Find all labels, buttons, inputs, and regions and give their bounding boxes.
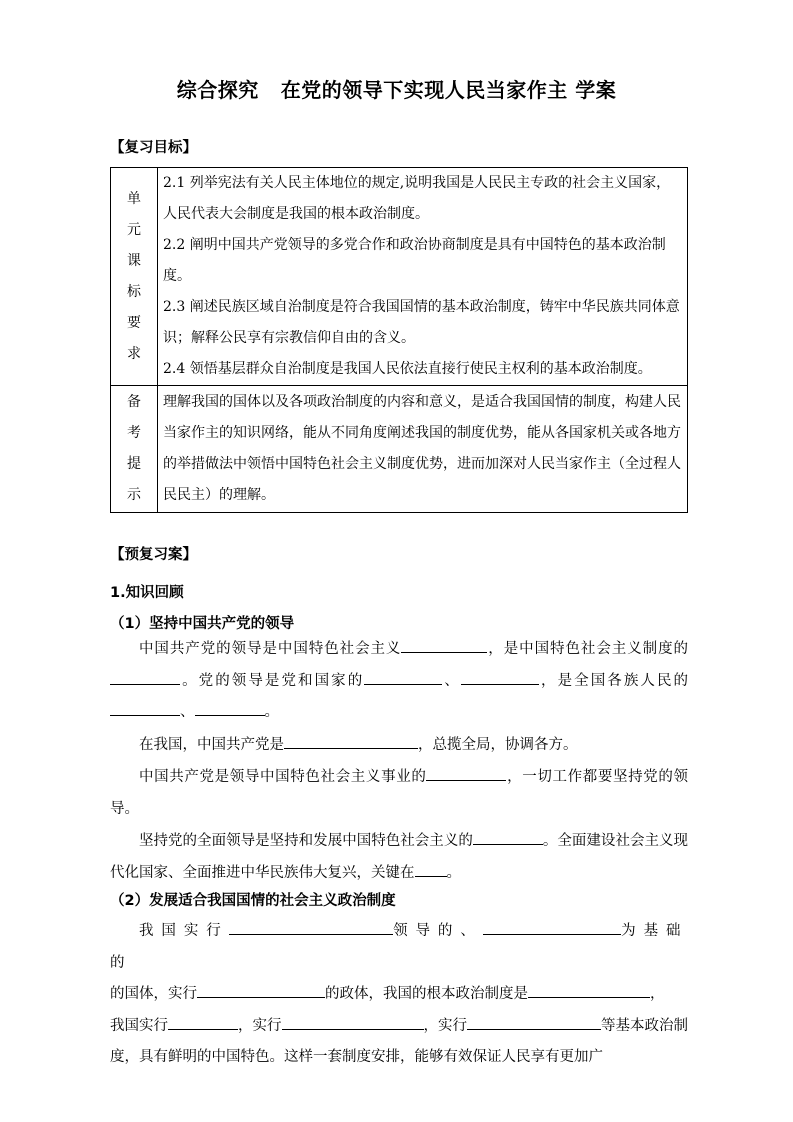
unit-standards-content — [158, 168, 688, 386]
row-label-exam-tips — [111, 386, 158, 513]
fill-blank[interactable] — [282, 1014, 424, 1030]
paragraph-political-system: 我国实行 领导的、 为基础的 的国体，实行 的政体，我国的根本政治制度是 ， 我国实行 ，实行 ，实行 等基本政治制度，具有鲜明的中国特色。这样一套制度安排，能够有效保证人民享有更加广 — [110, 916, 688, 1074]
table-row — [111, 386, 688, 513]
row-label-unit-standards — [111, 168, 158, 386]
label-char: 单 — [127, 190, 141, 207]
fill-blank[interactable] — [110, 700, 180, 716]
fill-blank[interactable] — [426, 765, 506, 781]
fill-blank[interactable] — [197, 982, 325, 998]
fill-blank[interactable] — [473, 829, 543, 845]
paragraph-party-core: 在我国，中国共产党是 ，总揽全局，协调各方。 — [110, 730, 688, 762]
label-char: 求 — [127, 345, 141, 362]
paragraph-comprehensive-leadership: 坚持党的全面领导是坚持和发展中国特色社会主义的 。全面建设社会主义现代化国家、全面推进中华民族伟大复兴，关键在 。 — [110, 826, 688, 889]
fill-blank[interactable] — [195, 700, 265, 716]
title-right: 在党的领导下实现人民当家作主 学案 — [280, 78, 617, 102]
fill-blank[interactable] — [415, 861, 447, 877]
label-char: 考 — [127, 425, 141, 441]
fill-blank[interactable] — [364, 669, 442, 685]
label-char: 备 — [127, 394, 141, 410]
label-char: 标 — [127, 283, 141, 300]
goal-item: 2.1 列举宪法有关人民主体地位的规定,说明我国是人民民主专政的社会主义国家，人民代表大会制度是我国的根本政治制度。 — [163, 175, 671, 222]
fill-blank[interactable] — [229, 919, 393, 935]
label-char: 提 — [127, 456, 141, 472]
fill-blank[interactable] — [110, 669, 180, 685]
goal-item: 2.3 阐述民族区域自治制度是符合我国国情的基本政治制度，铸牢中华民族共同体意识；解释公民享有宗教信仰自由的含义。 — [163, 299, 680, 346]
goal-item: 2.4 领悟基层群众自治制度是我国人民依法直接行使民主权利的基本政治制度。 — [163, 361, 652, 377]
preview-heading: 【预复习案】 — [110, 547, 197, 563]
table-row — [111, 168, 688, 386]
page-title — [0, 74, 793, 103]
title-left: 综合探究 — [176, 78, 259, 102]
paragraph-party-leading-force: 中国共产党是领导中国特色社会主义事业的 ，一切工作都要坚持党的领导。 — [110, 762, 688, 825]
label-char: 课 — [127, 252, 141, 269]
label-char: 示 — [127, 487, 141, 503]
fill-blank[interactable] — [284, 733, 418, 749]
fill-blank[interactable] — [467, 1014, 601, 1030]
section-knowledge-review: 1.知识回顾 — [110, 585, 184, 601]
subsection-party-leadership: （1）坚持中国共产党的领导 — [110, 616, 295, 632]
label-char: 要 — [127, 314, 141, 331]
fill-blank[interactable] — [528, 982, 650, 998]
paragraph-party-leadership: 中国共产党的领导是中国特色社会主义 ，是中国特色社会主义制度的。党的领导是党和国家的 、 ，是全国各族人民的、 。 — [110, 634, 688, 729]
fill-blank[interactable] — [168, 1014, 238, 1030]
fill-blank[interactable] — [401, 637, 487, 653]
subsection-political-system: （2）发展适合我国国情的社会主义政治制度 — [110, 893, 396, 909]
fill-blank[interactable] — [461, 669, 539, 685]
label-char: 元 — [127, 221, 141, 238]
tip-text: 理解我国的国体以及各项政治制度的内容和意义，是适合我国国情的制度，构建人民当家作主的知识网络，能从不同角度阐述我国的制度优势，能从各国家机关或各地方的举措做法中领悟中国特色社会主义制度优势，进而加深对人民当家作主（全过程人民民主）的理解。 — [163, 394, 681, 503]
fill-blank[interactable] — [483, 919, 621, 935]
exam-tips-content — [158, 386, 688, 513]
review-goals-heading: 【复习目标】 — [110, 140, 197, 156]
review-goals-table — [110, 167, 688, 513]
goal-item: 2.2 阐明中国共产党领导的多党合作和政治协商制度是具有中国特色的基本政治制度。 — [163, 237, 666, 284]
